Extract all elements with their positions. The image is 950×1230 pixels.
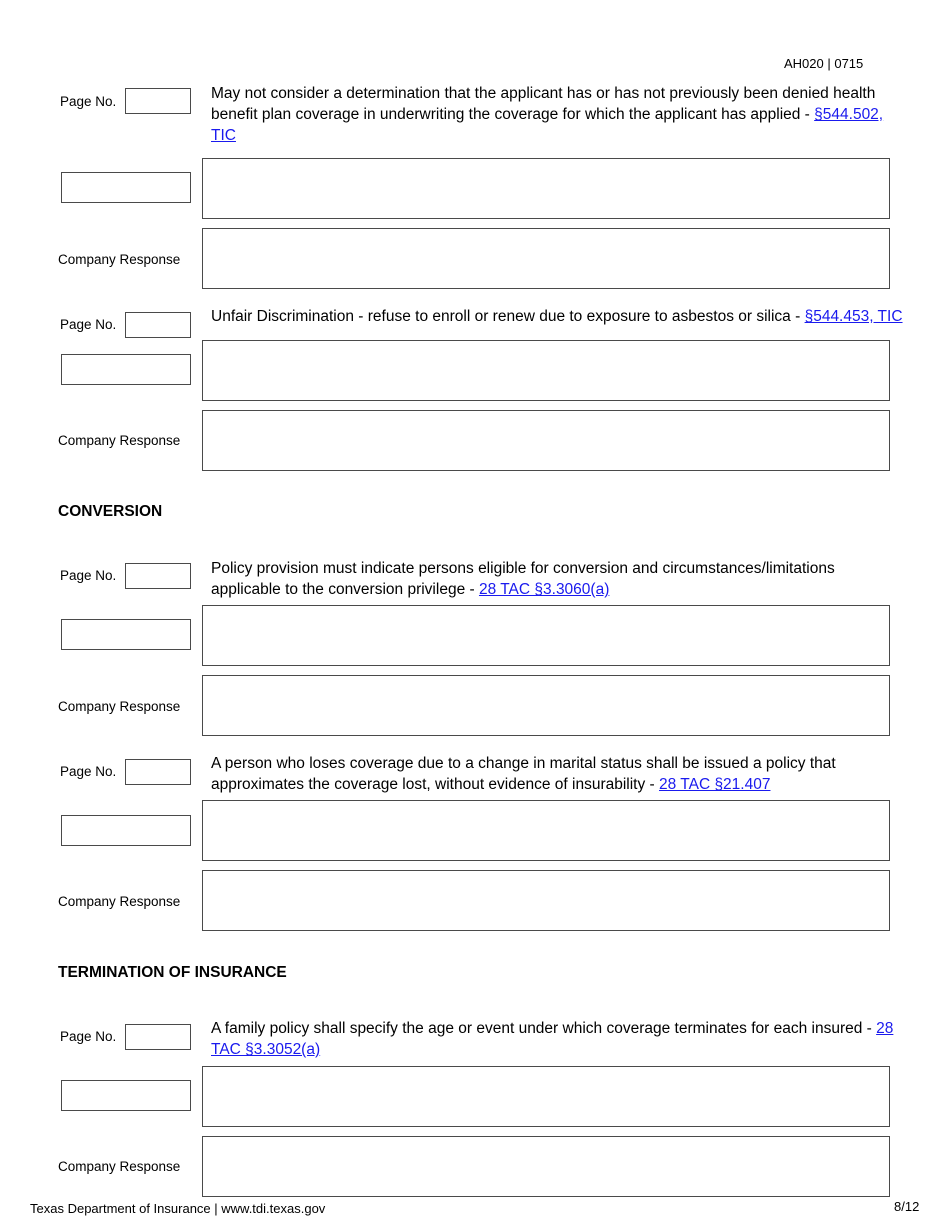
reference-input[interactable]	[61, 815, 191, 846]
reference-input[interactable]	[61, 354, 191, 385]
footer-agency: Texas Department of Insurance | www.tdi.texas.gov	[30, 1201, 326, 1216]
page-no-label: Page No.	[60, 317, 117, 332]
page-no-label: Page No.	[60, 1029, 117, 1044]
reference-input[interactable]	[61, 619, 191, 650]
company-response-field[interactable]	[202, 870, 890, 931]
citation-link[interactable]: 28 TAC §21.407	[659, 776, 771, 793]
requirement-text	[211, 1018, 901, 1060]
requirement-text	[211, 83, 901, 146]
company-response-field[interactable]	[202, 1136, 890, 1197]
company-response-label: Company Response	[58, 1159, 181, 1174]
requirement-text	[211, 306, 916, 327]
company-response-label: Company Response	[58, 894, 181, 909]
citation-link[interactable]: §544.502, TIC	[211, 106, 884, 144]
comment-field[interactable]	[202, 158, 890, 219]
section-heading-conversion: CONVERSION	[58, 503, 163, 520]
company-response-label: Company Response	[58, 252, 181, 267]
form-code: AH020 | 0715	[784, 56, 864, 71]
page-no-input[interactable]	[125, 312, 191, 338]
page-no-input[interactable]	[125, 88, 191, 114]
requirement-body: A family policy shall specify the age or event under which coverage terminates for each insured -	[211, 1020, 877, 1037]
company-response-label: Company Response	[58, 433, 181, 448]
comment-field[interactable]	[202, 605, 890, 666]
reference-input[interactable]	[61, 1080, 191, 1111]
requirement-text	[211, 753, 901, 795]
comment-field[interactable]	[202, 1066, 890, 1127]
citation-link[interactable]: 28 TAC §3.3060(a)	[478, 581, 610, 598]
requirement-text	[211, 558, 901, 600]
requirement-body: Policy provision must indicate persons eligible for conversion and circumstances/limitations applicable to the conversion privilege -	[211, 560, 835, 598]
page-no-label: Page No.	[60, 568, 117, 583]
requirement-body: May not consider a determination that the applicant has or has not previously been denied health benefit plan coverage in underwriting the coverage for which the applicant has applied -	[211, 85, 876, 123]
comment-field[interactable]	[202, 800, 890, 861]
page-no-input[interactable]	[125, 1024, 191, 1050]
requirement-body: A person who loses coverage due to a change in marital status shall be issued a policy that approximates the coverage lost, without evidence of insurability -	[211, 755, 836, 793]
reference-input[interactable]	[61, 172, 191, 203]
company-response-label: Company Response	[58, 699, 181, 714]
company-response-field[interactable]	[202, 675, 890, 736]
page-number: 8/12	[894, 1199, 920, 1214]
page-no-input[interactable]	[125, 759, 191, 785]
page-no-input[interactable]	[125, 563, 191, 589]
company-response-field[interactable]	[202, 410, 890, 471]
page-no-label: Page No.	[60, 94, 117, 109]
citation-link[interactable]: §544.453, TIC	[804, 308, 903, 325]
page-no-label: Page No.	[60, 764, 117, 779]
section-heading-termination: TERMINATION OF INSURANCE	[58, 964, 287, 981]
comment-field[interactable]	[202, 340, 890, 401]
requirement-body: Unfair Discrimination - refuse to enroll or renew due to exposure to asbestos or silica -	[211, 308, 805, 325]
company-response-field[interactable]	[202, 228, 890, 289]
citation-link[interactable]: 28 TAC §3.3052(a)	[211, 1020, 894, 1058]
